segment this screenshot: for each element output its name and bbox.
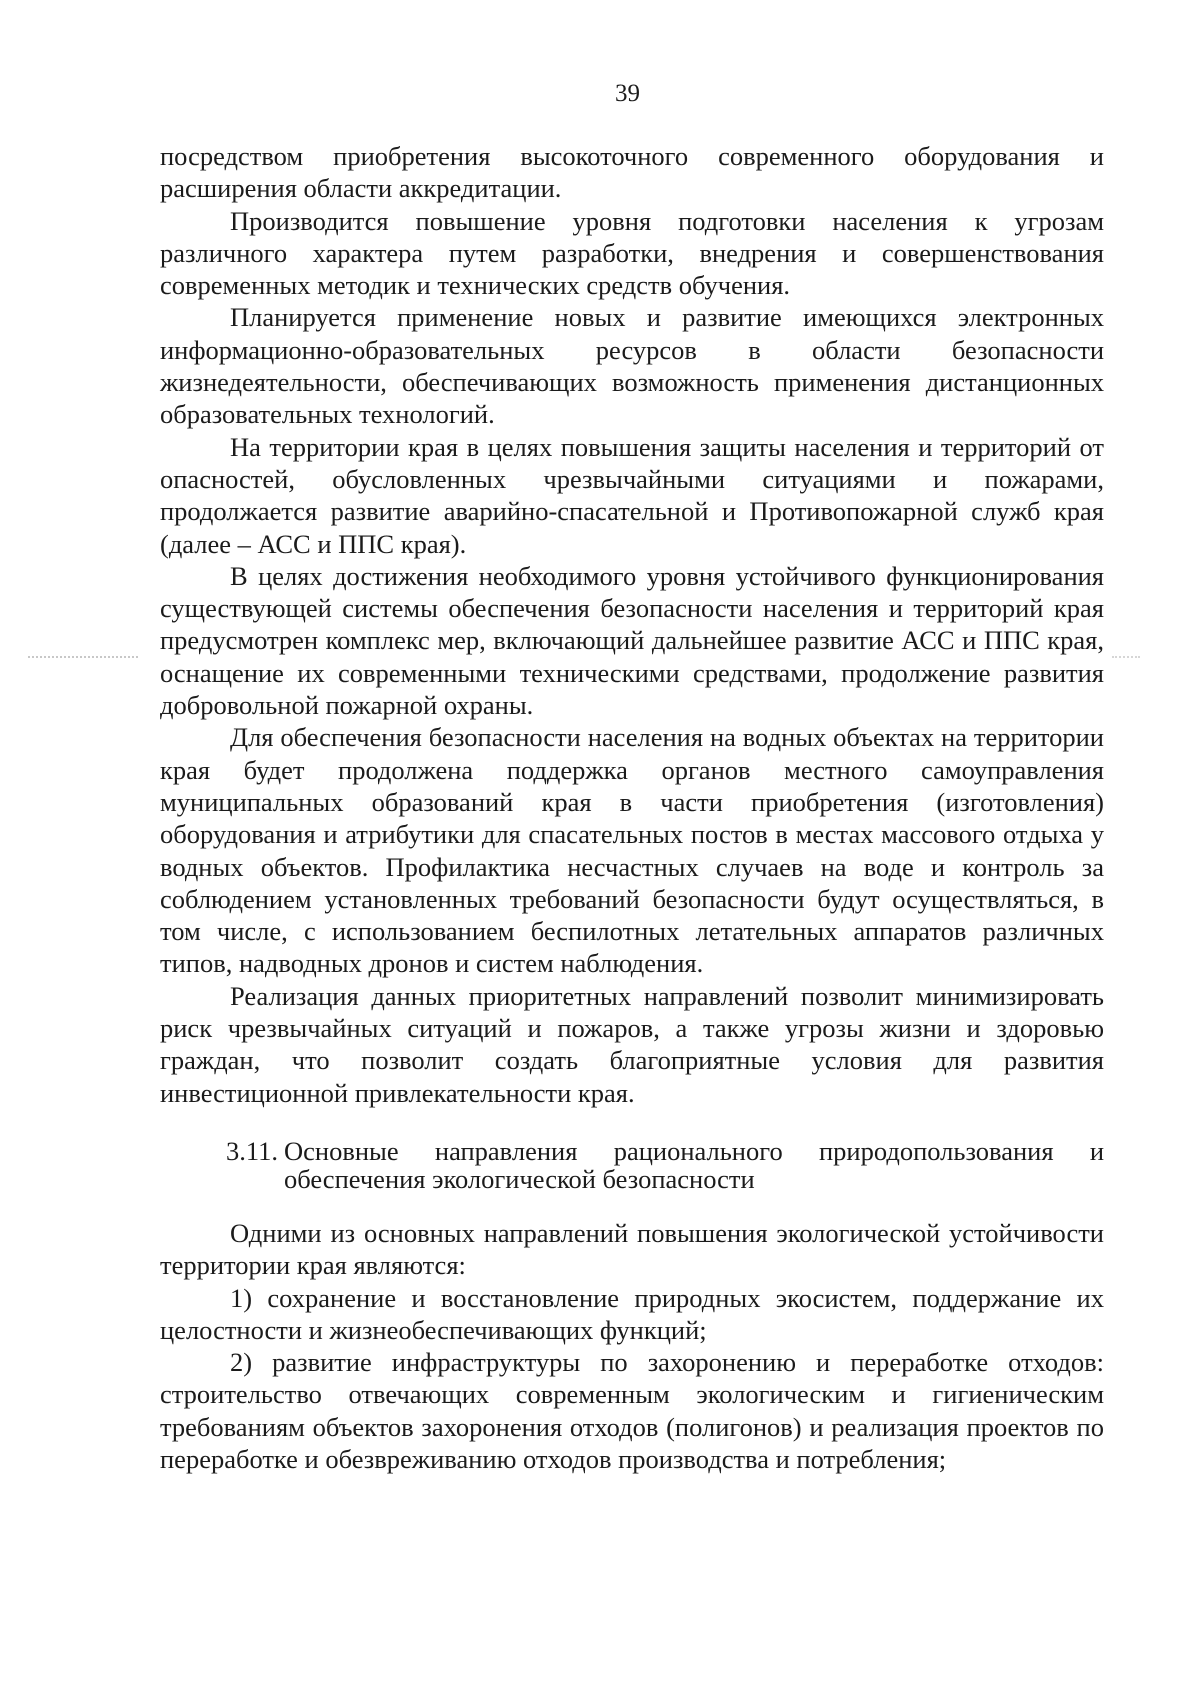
paragraph: Производится повышение уровня подготовки населения к угрозам различного характера путем разработки, внедрения и совершенствования современных методик и технических средств обучения. — [160, 205, 1104, 301]
section-title: Основные направления рационального природопользования и обеспечения экологической безопасности — [284, 1135, 1104, 1194]
document-body — [160, 140, 1104, 1475]
scan-artifact-right — [1112, 656, 1140, 660]
paragraph: Реализация данных приоритетных направлений позволит минимизировать риск чрезвычайных ситуаций и пожаров, а также угрозы жизни и здоровью граждан, что позволит создать благоприятные условия для развития инвестиционной привлекательности края. — [160, 980, 1104, 1108]
list-item: 1) сохранение и восстановление природных экосистем, поддержание их целостности и жизнеобеспечивающих функций; — [160, 1282, 1104, 1345]
paragraph: Одними из основных направлений повышения экологической устойчивости территории края являются: — [160, 1217, 1104, 1281]
section-number: 3.11. — [226, 1135, 279, 1166]
list-item: 2) развитие инфраструктуры по захоронению и переработке отходов: строительство отвечающих современным экологическим и гигиеническим требованиям объектов захоронения отходов (полигонов) и реализация проектов по переработке и обезвреживанию отходов производства и потребления; — [160, 1347, 1104, 1474]
section-heading — [160, 1137, 1104, 1193]
scan-artifact-left — [28, 656, 138, 660]
paragraph: На территории края в целях повышения защиты населения и территорий от опасностей, обусловленных чрезвычайными ситуациями и пожарами, продолжается развитие аварийно-спасательной и Противопожарной служб края (далее – АСС и ППС края). — [160, 431, 1104, 559]
paragraph: Для обеспечения безопасности населения на водных объектах на территории края будет продолжена поддержка органов местного самоуправления муниципальных образований края в части приобретения (изготовления) оборудования и атрибутики для спасательных постов в местах массового отдыха у водных объектов. Профилактика несчастных случаев на воде и контроль за соблюдением установленных требований безопасности будут осуществляться, в том числе, с использованием беспилотных летательных аппаратов различных типов, надводных дронов и систем наблюдения. — [160, 722, 1104, 979]
paragraph: В целях достижения необходимого уровня устойчивого функционирования существующей системы обеспечения безопасности населения и территорий края предусмотрен комплекс мер, включающий дальнейшее развитие АСС и ППС края, оснащение их современными техническими средствами, продолжение развития добровольной пожарной охраны. — [160, 560, 1104, 721]
paragraph: посредством приобретения высокоточного современного оборудования и расширения области аккредитации. — [160, 141, 1104, 204]
paragraph: Планируется применение новых и развитие имеющихся электронных информационно-образовательных ресурсов в области безопасности жизнедеятельности, обеспечивающих возможность применения дистанционных образовательных технологий. — [160, 302, 1104, 430]
page-number: 39 — [615, 80, 640, 107]
